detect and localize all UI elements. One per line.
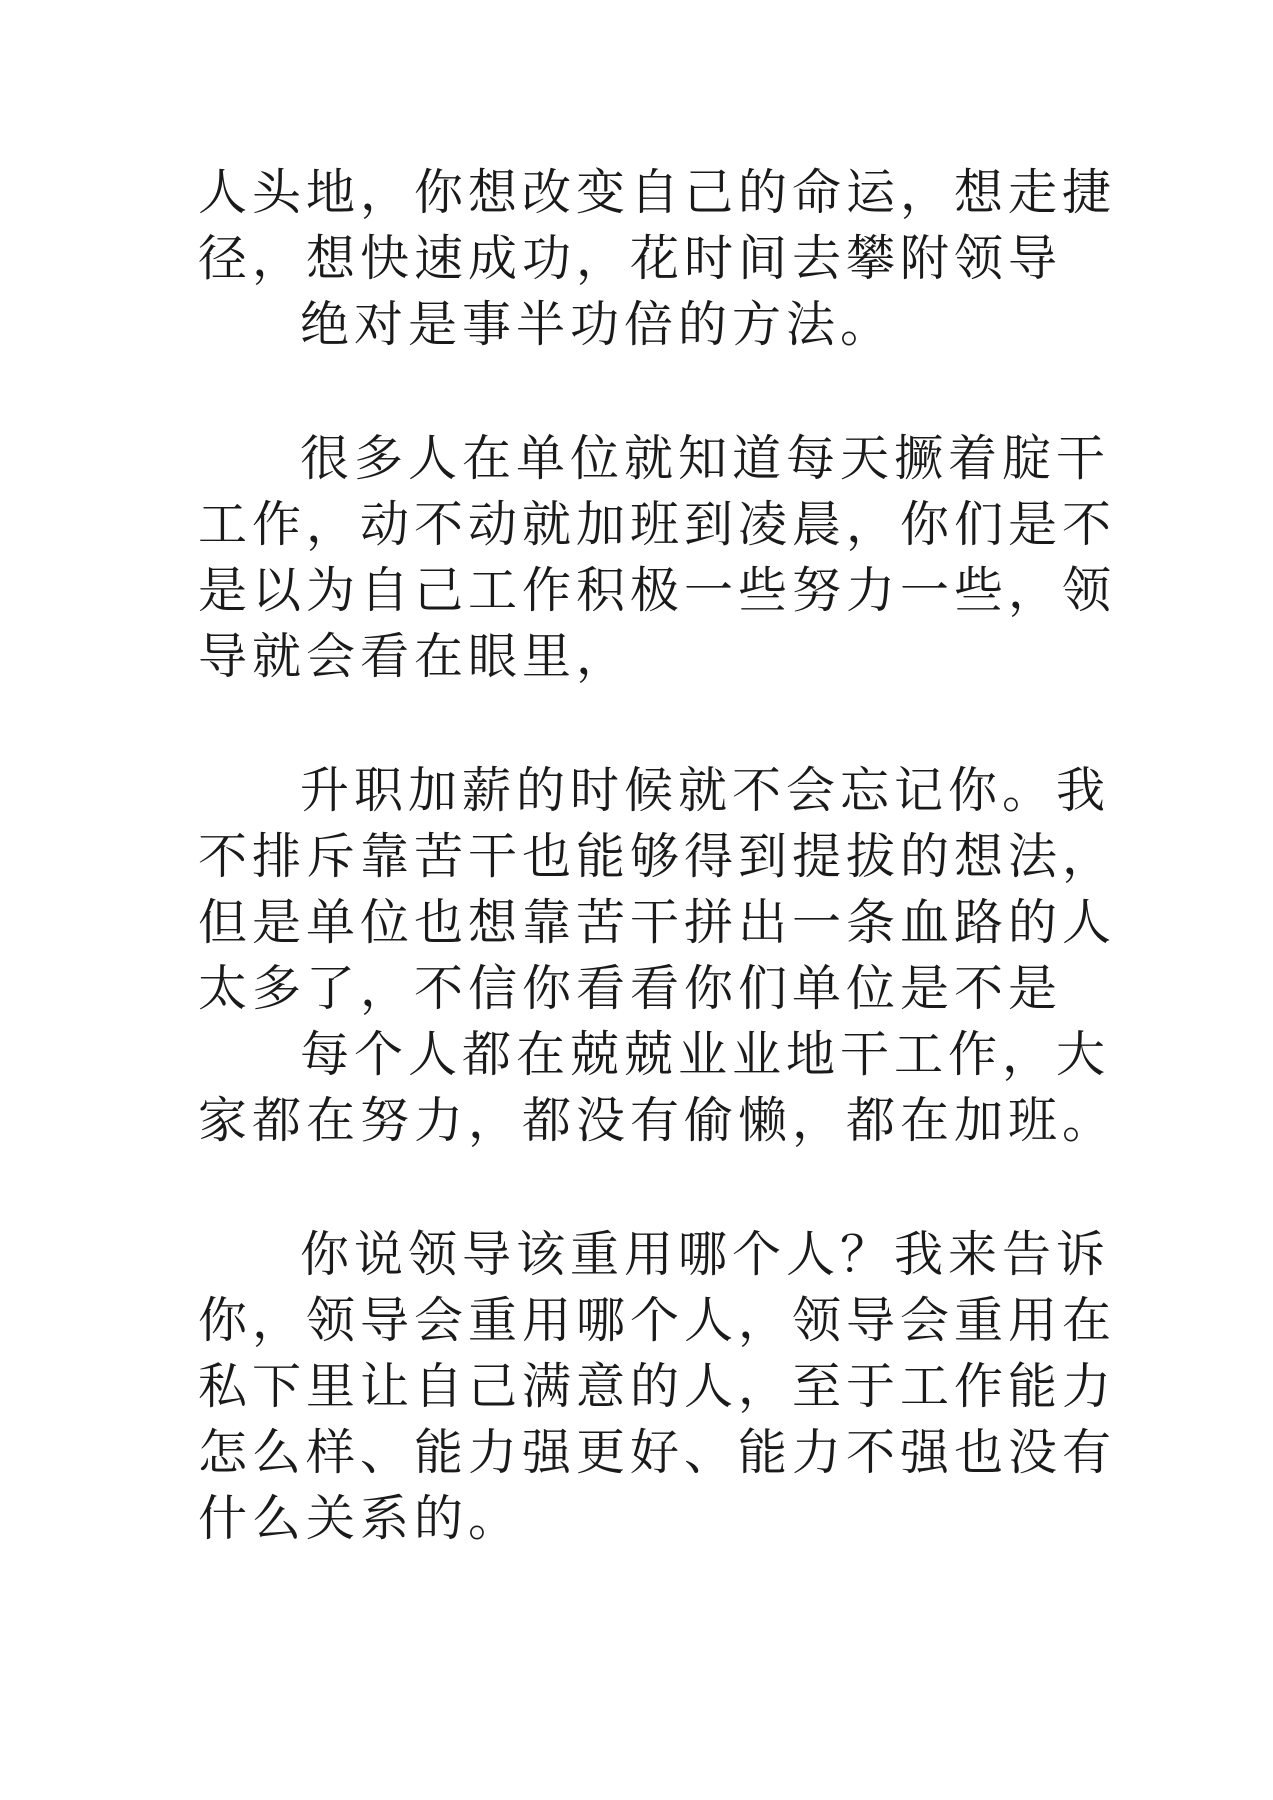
text-line: 怎么样、能力强更好、能力不强也没有 [198,1424,1117,1481]
text-line: 每个人都在兢兢业业地干工作，大 [300,1026,1111,1083]
text-line: 绝对是事半功倍的方法。 [300,296,895,353]
text-line: 你，领导会重用哪个人，领导会重用在 [198,1292,1117,1349]
text-line: 不排斥靠苦干也能够得到提拔的想法， [198,828,1117,885]
text-line: 什么关系的。 [198,1490,523,1547]
text-line: 家都在努力，都没有偷懒，都在加班。 [198,1092,1117,1149]
text-line: 人头地，你想改变自己的命运，想走捷 [198,164,1117,221]
text-line: 是以为自己工作积极一些努力一些，领 [198,562,1117,619]
text-line: 你说领导该重用哪个人？我来告诉 [300,1226,1111,1283]
text-line: 太多了，不信你看看你们单位是不是 [198,960,1063,1017]
text-line: 但是单位也想靠苦干拼出一条血路的人 [198,894,1117,951]
text-line: 径，想快速成功，花时间去攀附领导 [198,230,1063,287]
text-line: 升职加薪的时候就不会忘记你。我 [300,762,1111,819]
text-line: 工作，动不动就加班到凌晨，你们是不 [198,496,1117,553]
text-line: 私下里让自己满意的人，至于工作能力 [198,1358,1117,1415]
text-line: 导就会看在眼里， [198,628,631,685]
text-line: 很多人在单位就知道每天撅着腚干 [300,430,1111,487]
